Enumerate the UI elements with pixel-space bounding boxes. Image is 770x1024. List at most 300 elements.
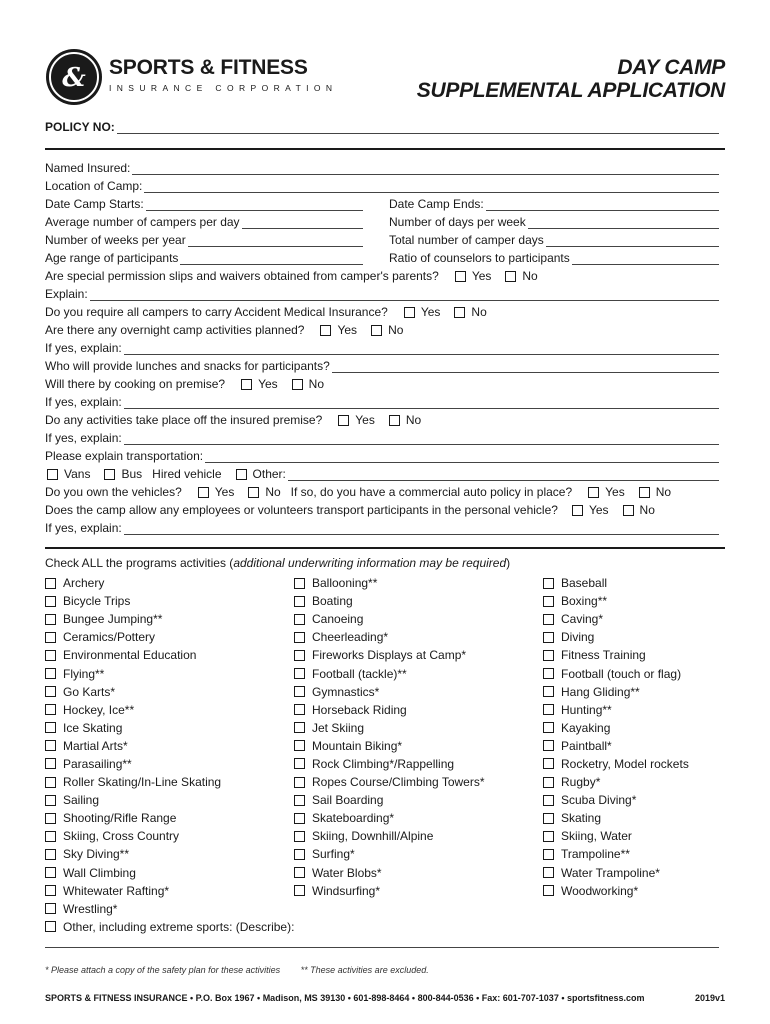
activity-item[interactable]: [294, 701, 485, 719]
yes-label: Yes: [355, 413, 375, 427]
activity-label: Mountain Biking*: [312, 738, 403, 753]
title-line-2: SUPPLEMENTAL APPLICATION: [416, 79, 725, 102]
no-label: No: [655, 485, 672, 499]
checkbox[interactable]: [572, 505, 583, 516]
activity-item[interactable]: [45, 701, 294, 719]
activity-checkbox[interactable]: [543, 722, 554, 733]
activity-item[interactable]: [45, 646, 294, 664]
other-vehicle-field[interactable]: [288, 468, 719, 481]
activity-label: Whitewater Rafting*: [63, 883, 170, 898]
activity-checkbox[interactable]: [45, 596, 56, 607]
activity-label: Archery: [63, 576, 105, 591]
activity-checkbox[interactable]: [543, 813, 554, 824]
overnight-no-option[interactable]: [371, 323, 403, 337]
activity-item[interactable]: [45, 592, 294, 610]
footnote-safety-plan: * Please attach a copy of the safety plan for these activities: [45, 965, 281, 975]
activity-item[interactable]: [543, 701, 689, 719]
yes-label: Yes: [337, 323, 358, 337]
activity-item[interactable]: [45, 574, 294, 592]
end-date-row: [389, 193, 719, 211]
checkbox[interactable]: [104, 469, 115, 480]
lunches-row: [45, 355, 719, 373]
offsite-yes-option[interactable]: [338, 413, 375, 427]
avg-campers-label: Average number of campers per day: [45, 215, 240, 229]
ratio-label: Ratio of counselors to participants: [389, 251, 570, 265]
activity-item[interactable]: [294, 845, 485, 863]
activity-item[interactable]: [543, 827, 689, 845]
activity-checkbox[interactable]: [543, 596, 554, 607]
days-per-week-field[interactable]: [528, 216, 719, 229]
weeks-per-year-field[interactable]: [188, 234, 363, 247]
activity-item[interactable]: [294, 646, 485, 664]
own-vehicles-row: [45, 481, 719, 499]
checkbox[interactable]: [292, 379, 303, 390]
activity-checkbox[interactable]: [294, 596, 305, 607]
no-label: No: [405, 413, 422, 427]
transport-field[interactable]: [205, 450, 719, 463]
activity-label: Trampoline**: [561, 847, 630, 862]
brand-subtitle: INSURANCE CORPORATION: [109, 83, 338, 93]
weeks-per-year-row: [45, 229, 363, 247]
no-label: No: [388, 323, 404, 337]
location-field[interactable]: [144, 180, 719, 193]
activity-checkbox[interactable]: [45, 578, 56, 589]
activity-item[interactable]: [294, 882, 485, 900]
activity-label: Water Blobs*: [312, 865, 382, 880]
age-range-label: Age range of participants: [45, 251, 179, 265]
activity-checkbox[interactable]: [45, 903, 56, 914]
checkbox[interactable]: [320, 325, 331, 336]
weeks-per-year-label: Number of weeks per year: [45, 233, 186, 247]
activity-item[interactable]: [294, 664, 485, 682]
medical-yes-option[interactable]: [404, 305, 441, 319]
activities-intro: [45, 556, 510, 570]
activity-label: Ceramics/Pottery: [63, 630, 156, 645]
activity-item[interactable]: [45, 628, 294, 646]
activity-item[interactable]: [543, 773, 689, 791]
personal-yes-option[interactable]: [572, 503, 609, 517]
activity-item[interactable]: [294, 809, 485, 827]
avg-campers-field[interactable]: [242, 216, 363, 229]
age-range-row: [45, 247, 363, 265]
yes-label: Yes: [471, 269, 492, 283]
activity-item[interactable]: [45, 827, 294, 845]
activity-label: Sailing: [63, 793, 100, 808]
activity-label: Environmental Education: [63, 648, 197, 663]
activity-item[interactable]: [45, 664, 294, 682]
svg-text:&: &: [62, 63, 86, 93]
activity-checkbox[interactable]: [543, 795, 554, 806]
activity-label: Surfing*: [312, 847, 355, 862]
offsite-question-label: Do any activities take place off the insured premise?: [45, 413, 323, 427]
activity-label: Skiing, Water: [561, 829, 632, 844]
slips-question-row: [45, 265, 719, 283]
activity-checkbox[interactable]: [543, 614, 554, 625]
checkbox[interactable]: [505, 271, 516, 282]
activity-checkbox[interactable]: [543, 578, 554, 589]
activity-item[interactable]: [543, 809, 689, 827]
activity-label: Paintball*: [561, 738, 612, 753]
activity-label: Sky Diving**: [63, 847, 130, 862]
location-row: [45, 175, 719, 193]
activity-label: Bicycle Trips: [63, 594, 131, 609]
activity-item[interactable]: [45, 882, 294, 900]
activity-label: Windsurfing*: [312, 883, 381, 898]
checkbox[interactable]: [241, 379, 252, 390]
commercial-no-option[interactable]: [639, 485, 671, 499]
activity-item[interactable]: [543, 646, 689, 664]
activity-item[interactable]: [294, 628, 485, 646]
offsite-no-option[interactable]: [389, 413, 421, 427]
activity-checkbox[interactable]: [45, 704, 56, 715]
activity-label: Horseback Riding: [312, 702, 407, 717]
activity-label: Wall Climbing: [63, 865, 136, 880]
activity-label: Flying**: [63, 666, 105, 681]
activity-checkbox[interactable]: [543, 686, 554, 697]
activity-label: Fireworks Displays at Camp*: [312, 648, 467, 663]
footnotes: [45, 965, 447, 975]
checkbox[interactable]: [248, 487, 259, 498]
activity-label: Woodworking*: [561, 883, 639, 898]
bus-option[interactable]: [104, 467, 142, 481]
no-label: No: [522, 269, 538, 283]
checkbox[interactable]: [198, 487, 209, 498]
activity-checkbox[interactable]: [543, 650, 554, 661]
activity-checkbox[interactable]: [543, 758, 554, 769]
activity-item[interactable]: [45, 683, 294, 701]
activities-intro-note: additional underwriting information may be required: [233, 556, 507, 570]
cooking-question-row: [45, 373, 719, 391]
activities-intro-text: Check ALL the programs activities (: [45, 556, 234, 570]
activity-checkbox[interactable]: [543, 777, 554, 788]
activity-checkbox[interactable]: [294, 614, 305, 625]
total-days-row: [389, 229, 719, 247]
slips-explain-field[interactable]: [90, 288, 719, 301]
start-date-label: Date Camp Starts:: [45, 197, 144, 211]
activity-checkbox[interactable]: [294, 686, 305, 697]
activity-label: Baseball: [561, 576, 608, 591]
activity-checkbox[interactable]: [294, 758, 305, 769]
activity-label: Skiing, Cross Country: [63, 829, 180, 844]
activity-item[interactable]: [543, 864, 689, 882]
activity-label: Parasailing**: [63, 756, 132, 771]
policy-number-row: [45, 120, 719, 134]
activity-checkbox[interactable]: [45, 831, 56, 842]
activity-checkbox[interactable]: [294, 795, 305, 806]
activity-checkbox[interactable]: [294, 849, 305, 860]
activity-checkbox[interactable]: [45, 722, 56, 733]
activity-checkbox[interactable]: [543, 831, 554, 842]
start-date-field[interactable]: [146, 198, 363, 211]
activity-item[interactable]: [45, 845, 294, 863]
checkbox[interactable]: [623, 505, 634, 516]
no-label: No: [308, 377, 325, 391]
activity-item[interactable]: [294, 592, 485, 610]
checkbox[interactable]: [588, 487, 599, 498]
commercial-yes-option[interactable]: [588, 485, 625, 499]
hired-vehicle-label: Hired vehicle: [152, 467, 222, 481]
activity-checkbox[interactable]: [294, 704, 305, 715]
activity-item[interactable]: [294, 610, 485, 628]
policy-number-label: POLICY NO:: [45, 120, 115, 134]
activity-checkbox[interactable]: [45, 867, 56, 878]
activity-checkbox[interactable]: [543, 740, 554, 751]
activity-checkbox[interactable]: [45, 885, 56, 896]
activity-item[interactable]: [294, 719, 485, 737]
activity-item[interactable]: [45, 719, 294, 737]
activity-checkbox[interactable]: [45, 650, 56, 661]
activity-item[interactable]: [45, 900, 294, 918]
activities-intro-close: ): [506, 556, 511, 570]
activity-label: Skating: [561, 811, 602, 826]
start-date-row: [45, 193, 363, 211]
activity-label: Rocketry, Model rockets: [561, 756, 689, 771]
activity-label: Sail Boarding: [312, 793, 384, 808]
activity-checkbox[interactable]: [543, 867, 554, 878]
activity-checkbox[interactable]: [45, 849, 56, 860]
commercial-policy-label: If so, do you have a commercial auto policy in place?: [290, 485, 573, 499]
checkbox[interactable]: [639, 487, 650, 498]
activity-item[interactable]: [543, 574, 689, 592]
activity-checkbox[interactable]: [543, 849, 554, 860]
brand-name: SPORTS & FITNESS: [109, 56, 308, 79]
activity-label: Gymnastics*: [312, 684, 380, 699]
checkbox[interactable]: [47, 469, 58, 480]
activity-label: Football (touch or flag): [561, 666, 682, 681]
checkbox[interactable]: [404, 307, 415, 318]
activity-checkbox[interactable]: [294, 885, 305, 896]
slips-question-label: Are special permission slips and waivers obtained from camper's parents?: [45, 269, 439, 283]
activities-column-1: [45, 574, 294, 936]
yes-label: Yes: [214, 485, 235, 499]
activity-checkbox[interactable]: [294, 578, 305, 589]
activity-checkbox[interactable]: [543, 632, 554, 643]
activity-checkbox[interactable]: [294, 831, 305, 842]
activity-item[interactable]: [45, 918, 294, 936]
activity-checkbox[interactable]: [45, 921, 56, 932]
yes-label: Yes: [420, 305, 441, 319]
location-label: Location of Camp:: [45, 179, 143, 193]
activity-item[interactable]: [543, 791, 689, 809]
checkbox[interactable]: [455, 271, 466, 282]
checkbox[interactable]: [236, 469, 247, 480]
activity-item[interactable]: [45, 773, 294, 791]
checkbox[interactable]: [454, 307, 465, 318]
activity-label: Rugby*: [561, 775, 601, 790]
document-title: [417, 56, 725, 102]
activity-label: Hang Gliding**: [561, 684, 640, 699]
named-insured-row: [45, 157, 719, 175]
bus-label: Bus: [121, 467, 143, 481]
checkbox[interactable]: [389, 415, 400, 426]
activity-item[interactable]: [294, 755, 485, 773]
end-date-label: Date Camp Ends:: [389, 197, 484, 211]
activity-item[interactable]: [294, 574, 485, 592]
activity-checkbox[interactable]: [294, 632, 305, 643]
overnight-yes-option[interactable]: [320, 323, 357, 337]
activity-item[interactable]: [45, 737, 294, 755]
no-label: No: [639, 503, 655, 517]
hired-vehicle-option[interactable]: [152, 467, 221, 481]
activities-column-3: [543, 574, 689, 900]
activity-item[interactable]: [543, 664, 689, 682]
activity-label: Martial Arts*: [63, 738, 128, 753]
activity-checkbox[interactable]: [45, 813, 56, 824]
no-label: No: [265, 485, 281, 499]
activity-item[interactable]: [543, 628, 689, 646]
age-range-field[interactable]: [180, 252, 363, 265]
yes-label: Yes: [258, 377, 278, 391]
vehicle-type-row: [45, 463, 719, 481]
checkbox[interactable]: [338, 415, 349, 426]
checkbox[interactable]: [371, 325, 382, 336]
personal-vehicle-label: Does the camp allow any employees or volunteers transport participants in the personal vehicle?: [45, 503, 558, 517]
activity-checkbox[interactable]: [45, 614, 56, 625]
if-yes-label: If yes, explain:: [45, 395, 122, 409]
activity-checkbox[interactable]: [543, 885, 554, 896]
activity-label: Hockey, Ice**: [63, 702, 135, 717]
activity-item[interactable]: [45, 755, 294, 773]
activity-label: Skiing, Downhill/Alpine: [312, 829, 434, 844]
slips-no-option[interactable]: [505, 269, 537, 283]
activity-checkbox[interactable]: [294, 867, 305, 878]
activity-checkbox[interactable]: [543, 668, 554, 679]
divider: [45, 547, 725, 549]
other-activities-field[interactable]: [45, 947, 719, 948]
activity-item[interactable]: [294, 791, 485, 809]
activity-checkbox[interactable]: [45, 777, 56, 788]
activity-label: Scuba Diving*: [561, 793, 637, 808]
ratio-field[interactable]: [572, 252, 719, 265]
activity-label: Shooting/Rifle Range: [63, 811, 177, 826]
activity-item[interactable]: [543, 683, 689, 701]
explain-label: Explain:: [45, 287, 88, 301]
other-vehicle-option[interactable]: [236, 467, 286, 481]
activity-item[interactable]: [45, 864, 294, 882]
overnight-question-label: Are there any overnight camp activities planned?: [45, 323, 305, 337]
activity-checkbox[interactable]: [294, 777, 305, 788]
activity-item[interactable]: [543, 592, 689, 610]
overnight-explain-field[interactable]: [124, 342, 719, 355]
other-label: Other:: [252, 467, 286, 481]
activity-label: Bungee Jumping**: [63, 612, 163, 627]
medical-no-option[interactable]: [454, 305, 486, 319]
activity-label: Fitness Training: [561, 648, 646, 663]
personal-no-option[interactable]: [623, 503, 655, 517]
personal-vehicle-row: [45, 499, 719, 517]
activity-label: Roller Skating/In-Line Skating: [63, 775, 222, 790]
activity-item[interactable]: [543, 737, 689, 755]
activity-item[interactable]: [294, 737, 485, 755]
medical-question-row: [45, 301, 719, 319]
activity-item[interactable]: [294, 773, 485, 791]
activity-item[interactable]: [543, 719, 689, 737]
if-yes-label: If yes, explain:: [45, 341, 122, 355]
footer-version: 2019v1: [694, 993, 725, 1003]
if-yes-label: If yes, explain:: [45, 431, 122, 445]
total-days-label: Total number of camper days: [389, 233, 544, 247]
lunches-field[interactable]: [332, 360, 719, 373]
activity-checkbox[interactable]: [294, 740, 305, 751]
personal-explain-field[interactable]: [124, 522, 719, 535]
activity-item[interactable]: [543, 755, 689, 773]
activity-checkbox[interactable]: [294, 668, 305, 679]
activity-item[interactable]: [543, 882, 689, 900]
activity-label: Football (tackle)**: [312, 666, 407, 681]
activity-item[interactable]: [45, 610, 294, 628]
activity-label: Caving*: [561, 612, 604, 627]
activity-label: Water Trampoline*: [561, 865, 660, 880]
activity-label: Other, including extreme sports: (Describe):: [63, 919, 295, 934]
own-no-option[interactable]: [248, 485, 280, 499]
slips-yes-option[interactable]: [455, 269, 492, 283]
transport-label: Please explain transportation:: [45, 449, 204, 463]
overnight-question-row: [45, 319, 719, 337]
activity-label: Rock Climbing*/Rappelling: [312, 756, 455, 771]
vans-label: Vans: [64, 467, 91, 481]
activity-label: Canoeing: [312, 612, 364, 627]
cooking-explain-field[interactable]: [124, 396, 719, 409]
medical-question-label: Do you require all campers to carry Accident Medical Insurance?: [45, 305, 388, 319]
offsite-question-row: [45, 409, 719, 427]
cooking-explain-row: [45, 391, 719, 409]
days-per-week-row: [389, 211, 719, 229]
cooking-yes-option[interactable]: [241, 377, 278, 391]
policy-number-field[interactable]: [117, 121, 719, 134]
own-vehicles-label: Do you own the vehicles?: [45, 485, 182, 499]
activity-checkbox[interactable]: [45, 686, 56, 697]
activity-item[interactable]: [294, 864, 485, 882]
cooking-question-label: Will there by cooking on premise?: [45, 377, 226, 391]
activity-checkbox[interactable]: [45, 758, 56, 769]
no-label: No: [471, 305, 487, 319]
activity-checkbox[interactable]: [294, 722, 305, 733]
activity-checkbox[interactable]: [543, 704, 554, 715]
activity-checkbox[interactable]: [45, 668, 56, 679]
footnote-excluded: ** These activities are excluded.: [300, 965, 429, 975]
total-days-field[interactable]: [546, 234, 719, 247]
own-yes-option[interactable]: [198, 485, 235, 499]
activity-label: Go Karts*: [63, 684, 116, 699]
avg-campers-row: [45, 211, 363, 229]
activity-checkbox[interactable]: [45, 795, 56, 806]
offsite-explain-field[interactable]: [124, 432, 719, 445]
activity-checkbox[interactable]: [45, 740, 56, 751]
activity-item[interactable]: [45, 809, 294, 827]
activity-checkbox[interactable]: [45, 632, 56, 643]
named-insured-field[interactable]: [132, 162, 719, 175]
brand: [109, 57, 337, 94]
transport-row: [45, 445, 719, 463]
cooking-no-option[interactable]: [292, 377, 324, 391]
activity-item[interactable]: [45, 791, 294, 809]
vans-option[interactable]: [47, 467, 90, 481]
activity-label: Boating: [312, 594, 353, 609]
divider: [45, 148, 725, 150]
activity-item[interactable]: [294, 827, 485, 845]
activity-item[interactable]: [294, 683, 485, 701]
activity-label: Ballooning**: [312, 576, 378, 591]
activity-item[interactable]: [543, 610, 689, 628]
activity-checkbox[interactable]: [294, 650, 305, 661]
activity-label: Boxing**: [561, 594, 608, 609]
yes-label: Yes: [588, 503, 609, 517]
activity-item[interactable]: [543, 845, 689, 863]
activity-label: Jet Skiing: [312, 720, 365, 735]
activity-label: Kayaking: [561, 720, 611, 735]
end-date-field[interactable]: [486, 198, 719, 211]
activity-checkbox[interactable]: [294, 813, 305, 824]
